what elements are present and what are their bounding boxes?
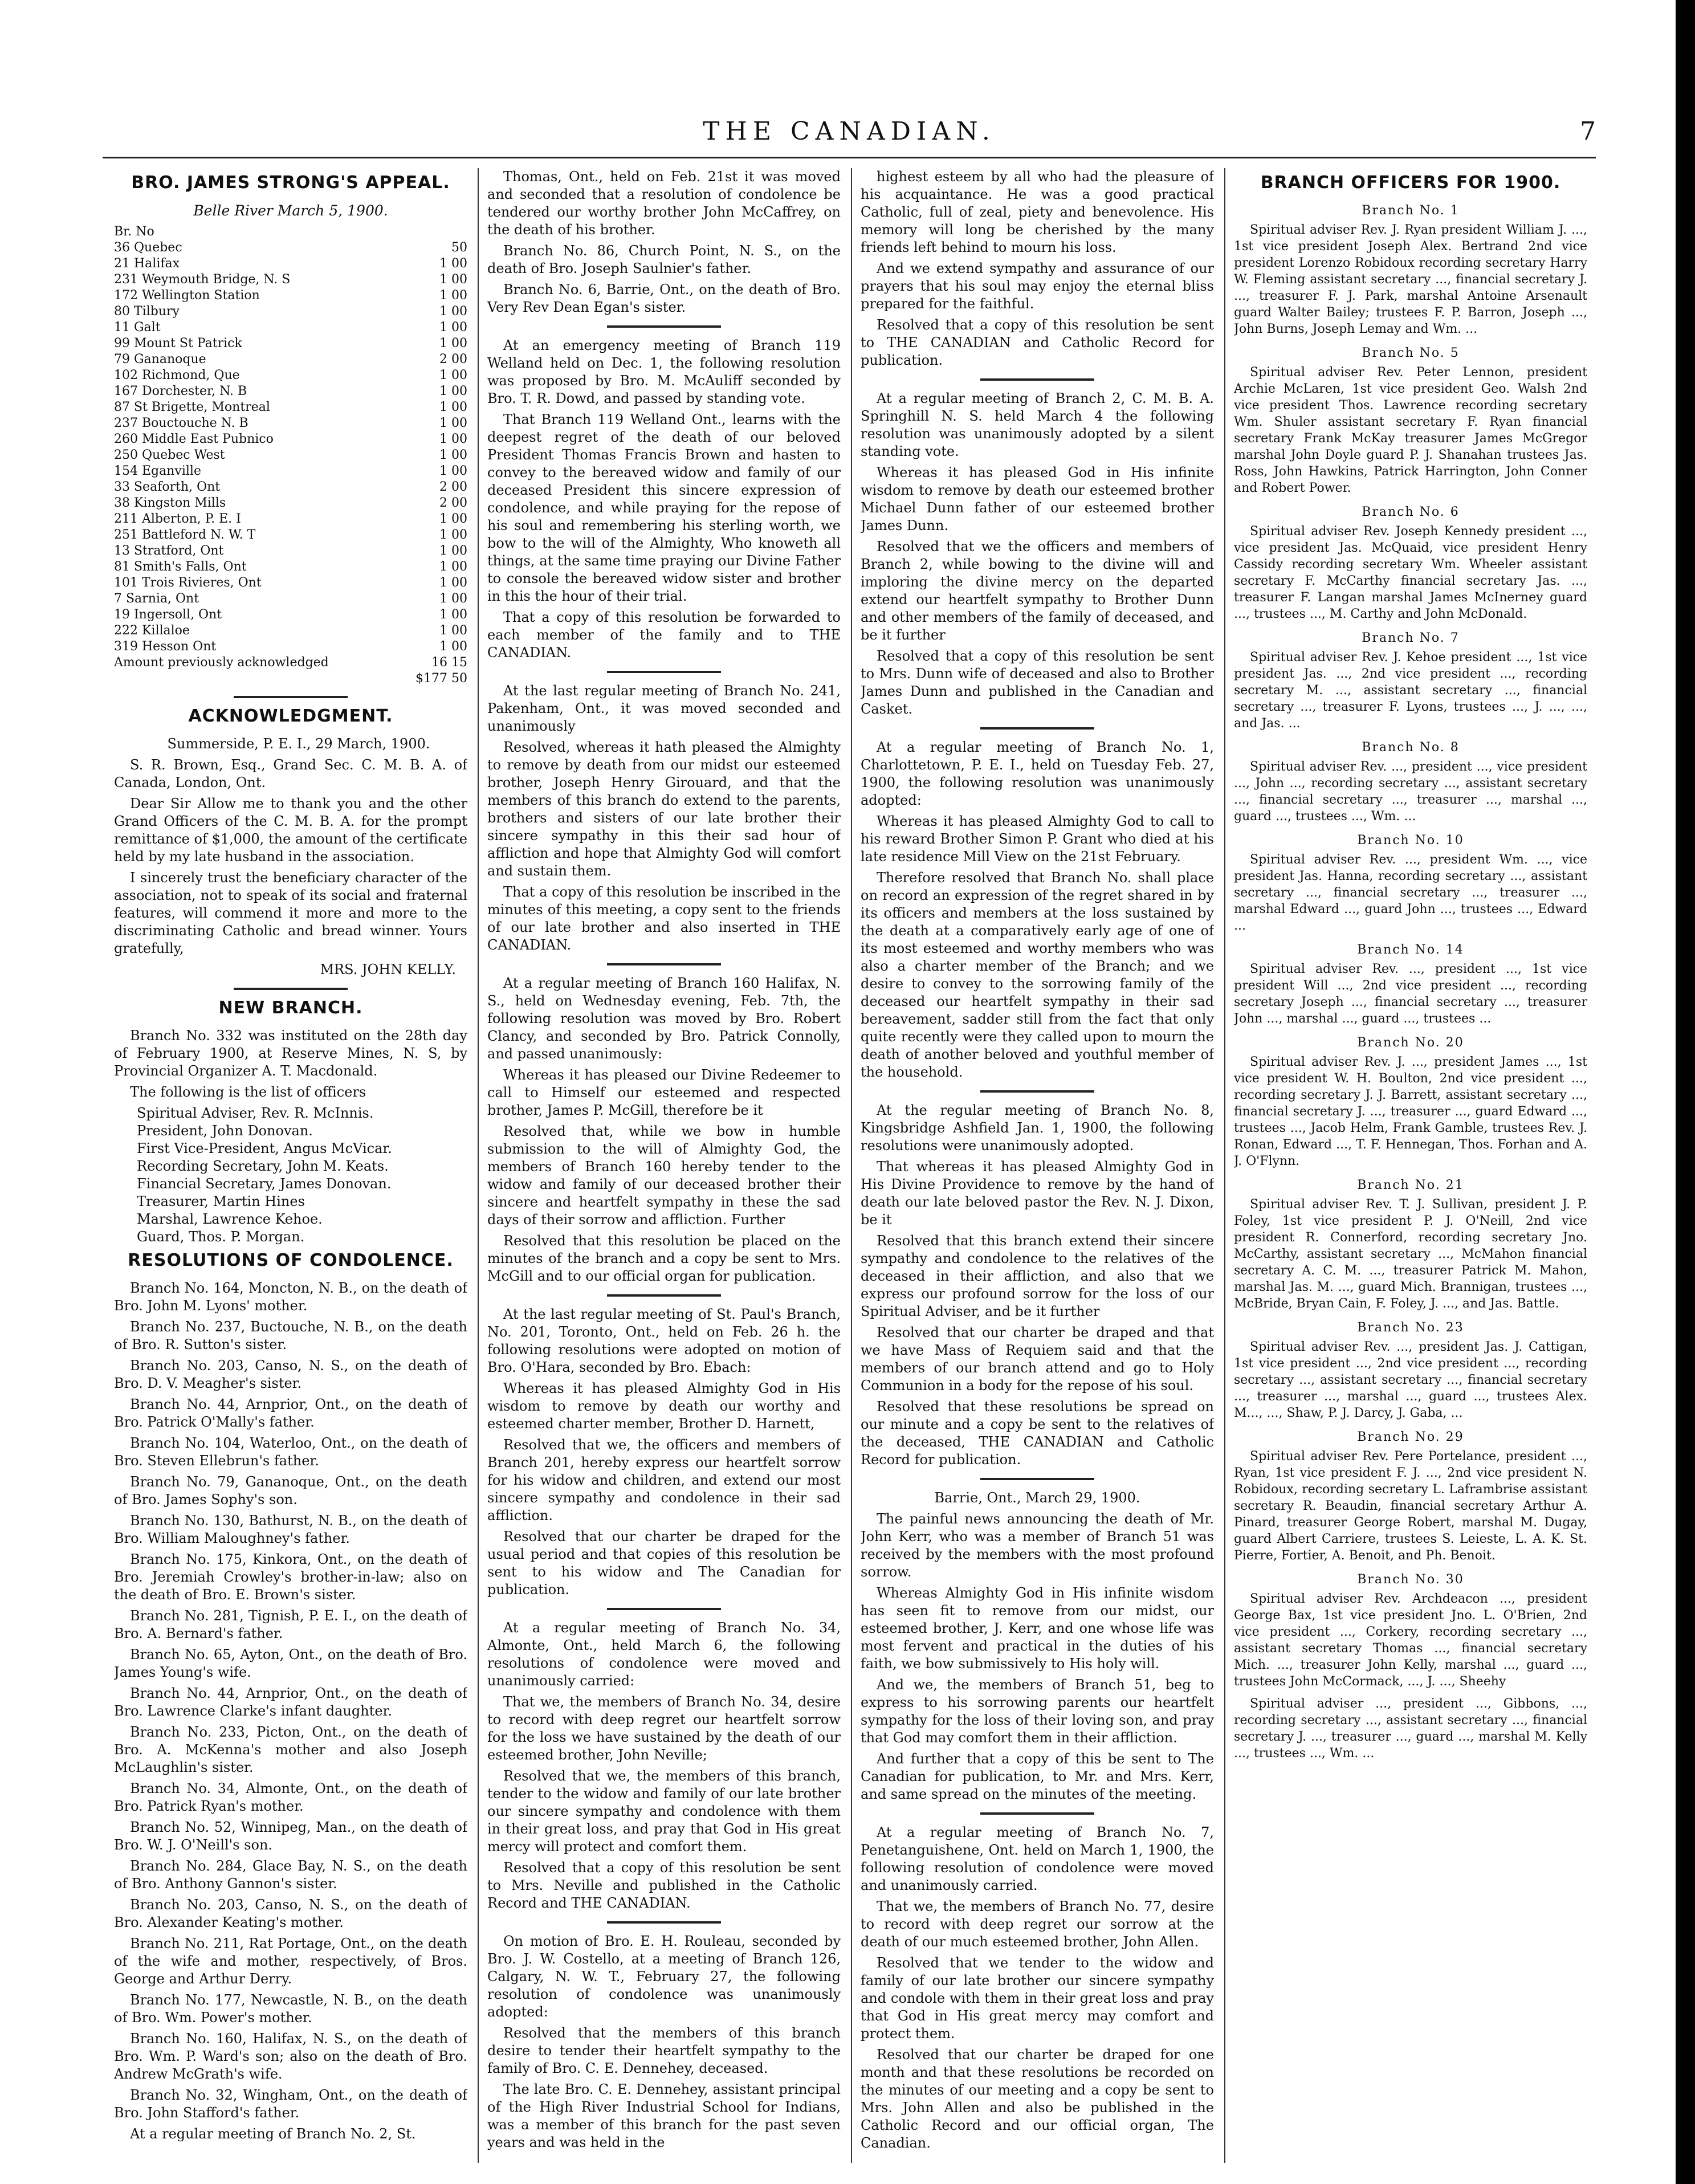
appeal-amount: 2 00: [439, 496, 467, 510]
appeal-row: [114, 320, 467, 336]
paragraph: That whereas it has pleased Almighty God in His Divine Providence to remove by the hand of death our late beloved pastor the Rev. N. J. Dixon, be it: [861, 1159, 1214, 1228]
paragraph: At a regular meeting of Branch 2, C. M. B. A. Springhill N. S. held March 4 the following resolution was unanimously adopted by a silent standing vote.: [861, 390, 1214, 459]
springhill-resolution: [861, 390, 1214, 718]
appeal-branch: 13 Stratford, Ont: [114, 544, 224, 558]
paragraph: At a regular meeting of Branch No. 34, Almonte, Ont., held March 6, the following resolutions of condolence were moved and unanimously carried:: [487, 1620, 841, 1689]
ack-signature: MRS. JOHN KELLY.: [320, 961, 456, 977]
appeal-row: [114, 352, 467, 368]
appeal-branch: 222 Killaloe: [114, 624, 190, 638]
paragraph: Resolved that we the officers and members of Branch 2, while bowing to the divine will and imploring the divine mercy on the departed extend our heartfelt sympathy to Brother Dunn and other members of the family of deceased, and be it further: [861, 539, 1214, 643]
appeal-branch: 211 Alberton, P. E. I: [114, 512, 241, 526]
officer-entry: President, John Donovan.: [137, 1123, 313, 1139]
appeal-row: [114, 511, 467, 527]
appeal-amount: 1 00: [439, 384, 467, 398]
paragraph: Resolved that our charter be draped for one month and that these resolutions be recorded on the minutes of our meeting and a copy be sent to Mrs. John Allen and also be published in the Catholic Record and our official organ, The Canadian.: [861, 2047, 1214, 2151]
separator: [607, 963, 721, 965]
appeal-total: $177 50: [415, 671, 467, 686]
branch-number: Branch No. 21: [1357, 1178, 1464, 1192]
condolence-continued: [487, 168, 841, 316]
branch-officers-text: Spiritual adviser ..., president ..., Gibbons, ..., recording secretary ..., assistant secretary ..., financial secretary J. ..., treasurer ..., guard ..., marshal M. Kelly ..., trustees ..., Wm. ...: [1234, 1697, 1587, 1761]
appeal-amount: 1 00: [439, 256, 467, 271]
pakenham-resolution: [487, 682, 841, 954]
appeal-row: [114, 368, 467, 384]
officer-entry: Spiritual Adviser, Rev. R. McInnis.: [137, 1105, 374, 1121]
condolence-item: Branch No. 52, Winnipeg, Man., on the death of Bro. W. J. O'Neill's son.: [114, 1819, 467, 1853]
separator: [607, 325, 721, 328]
newspaper-title: THE CANADIAN.: [703, 117, 996, 146]
paragraph: Resolved that a copy of this resolution be sent to THE CANADIAN and Catholic Record for publication.: [861, 317, 1214, 368]
paragraph: Resolved that a copy of this resolution be sent to Mrs. Neville and published in the Catholic Record and THE CANADIAN.: [487, 1860, 841, 1911]
appeal-list: [114, 240, 467, 655]
appeal-row: [114, 559, 467, 575]
paragraph: That a copy of this resolution be forwarded to each member of the family and to THE CANADIAN.: [487, 609, 841, 661]
column-2: [487, 168, 841, 2174]
branch-number: Branch No. 1: [1362, 203, 1460, 218]
appeal-row: [114, 623, 467, 639]
appeal-amount: 1 00: [439, 272, 467, 287]
appeal-row: [114, 575, 467, 591]
ack-heading: ACKNOWLEDGMENT.: [188, 706, 393, 726]
condolence-item: Branch No. 160, Halifax, N. S., on the death of Bro. Wm. P. Ward's son; also on the death of Bro. Andrew McGrath's wife.: [114, 2031, 467, 2082]
column-1: [114, 168, 467, 2174]
branch-officers-text: Spiritual adviser Rev. Archdeacon ..., president George Bax, 1st vice president Jno. L. O'Brien, 2nd vice president ..., Corkery, recording secretary ..., assistant secretary Thomas ..., financial secretary Mich. ..., treasurer John Kelly, marshal ..., guard ..., trustees John McCormack, ..., J. ..., Sheehy: [1234, 1592, 1587, 1689]
paragraph: The painful news announcing the death of Mr. John Kerr, who was a member of Branch 51 was received by the members with the most profound sorrow.: [861, 1511, 1214, 1580]
appeal-branch: 154 Eganville: [114, 464, 201, 478]
appeal-amount: 1 00: [439, 304, 467, 319]
paragraph: At a regular meeting of Branch No. 7, Penetanguishene, Ont. held on March 1, 1900, the following resolution of condolence were moved and unanimously carried.: [861, 1824, 1214, 1893]
ack-body-2: I sincerely trust the beneficiary character of the association, not to speak of its social and fraternal features, will commend it more and more to the discriminating Catholic and bread winner. Yours gratefully,: [114, 870, 467, 956]
paragraph: Resolved that we, the members of this branch, tender to the widow and family of our late brother our sincere sympathy and condolence with them in their great loss, and pray that God in His great mercy will protect and comfort them.: [487, 1768, 841, 1855]
column-divider: [851, 168, 852, 2163]
appeal-amount: 1 00: [439, 416, 467, 430]
paragraph: Resolved, whereas it hath pleased the Almighty to remove by death from our midst our esteemed brother, Joseph Henry Girouard, and that the members of this branch do extend to the parents, brothers and sisters of our late brother their sincere sympathy in this their sad hour of affliction and hope that Almighty God will comfort and sustain them.: [487, 739, 841, 879]
halifax-resolution: [487, 975, 841, 1285]
appeal-branch: 319 Hesson Ont: [114, 639, 217, 654]
barrie-dateline: Barrie, Ont., March 29, 1900.: [934, 1490, 1140, 1506]
appeal-branch: 99 Mount St Patrick: [114, 336, 242, 351]
appeal-row: [114, 447, 467, 463]
separator: [607, 1294, 721, 1297]
paragraph: highest esteem by all who had the pleasure of his acquaintance. He was a good practical Catholic, full of zeal, piety and benevolence. His memory will long be cherished by the many friends left behind to mourn his loss.: [861, 169, 1214, 255]
condolence-list: [114, 1280, 467, 2143]
officer-entry: First Vice-President, Angus McVicar.: [137, 1140, 392, 1156]
condolence-item: Branch No. 203, Canso, N. S., on the death of Bro. D. V. Meagher's sister.: [114, 1358, 467, 1391]
appeal-row: [114, 527, 467, 543]
branch-officers-text: Spiritual adviser Rev. Pere Portelance, president ..., Ryan, 1st vice president F. J. ..., 2nd vice president N. Robidoux, recording secretary L. Laframbrise assistant secretary R. Beaudin, financial secretary Arthur A. Pinard, treasurer George Robert, marshal M. Dugay, guard Albert Carriere, trustees S. Leieste, L. A. K. St. Pierre, Fortier, A. Benoit, and Ph. Benoit.: [1234, 1449, 1587, 1563]
appeal-row: [114, 607, 467, 623]
appeal-branch: 237 Bouctouche N. B: [114, 416, 248, 430]
branch-officers-text: Spiritual adviser Rev. Joseph Kennedy president ..., vice president Jas. McQuaid, vice president Henry Cassidy recording secretary Wm. Wheeler assistant secretary F. McCarthy financial secretary Jas. ..., treasurer F. Langan marshal James McInerney guard ..., trustees ..., M. Carthy and John McDonald.: [1234, 524, 1587, 621]
appeal-branch: 36 Quebec: [114, 241, 182, 255]
branch-officers-text: Spiritual adviser Rev. ..., president ..., vice president ..., John ..., recording secretary ..., assistant secretary ..., financial secretary ..., treasurer ..., marshal ..., guard ..., trustees ..., Wm. ...: [1234, 760, 1587, 824]
paragraph: Resolved that we tender to the widow and family of our late brother our sincere sympathy and condole with them in their great loss and pray that God in His great mercy may comfort and protect them.: [861, 1955, 1214, 2042]
condolence-item: Branch No. 237, Buctouche, N. B., on the death of Bro. R. Sutton's sister.: [114, 1319, 467, 1352]
paragraph: That a copy of this resolution be inscribed in the minutes of this meeting, a copy sent to the friends of our late brother and also inserted in THE CANADIAN.: [487, 884, 841, 953]
ack-dateline: Summerside, P. E. I., 29 March, 1900.: [167, 736, 430, 752]
condolence-item: Branch No. 104, Waterloo, Ont., on the death of Bro. Steven Ellebrun's father.: [114, 1435, 467, 1469]
condolence-item: Branch No. 32, Wingham, Ont., on the death of Bro. John Stafford's father.: [114, 2087, 467, 2121]
appeal-branch: 101 Trois Rivieres, Ont: [114, 576, 262, 590]
branch-officers-text: Spiritual adviser Rev. ..., president Jas. J. Cattigan, 1st vice president ..., 2nd vice president ..., recording secretary ..., assistant secretary ..., financial secretary ..., treasurer ..., marshal ..., guard ..., trustees Alex. M..., ..., Shaw, P. J. Darcy, J. Gaba, ...: [1234, 1340, 1587, 1420]
paragraph: Resolved that the members of this branch desire to tender their heartfelt sympathy to the family of Bro. C. E. Dennehey, deceased.: [487, 2025, 841, 2076]
newbranch-lead: The following is the list of officers: [130, 1084, 366, 1100]
paragraph: Whereas it has pleased God in His infinite wisdom to remove by death our esteemed brother Michael Dunn father of our esteemed brother James Dunn.: [861, 464, 1214, 533]
branch-number: Branch No. 30: [1357, 1572, 1464, 1587]
appeal-row: [114, 384, 467, 400]
appeal-branch: 172 Wellington Station: [114, 288, 260, 303]
appeal-branch: 102 Richmond, Que: [114, 368, 240, 382]
officers-heading: BRANCH OFFICERS FOR 1900.: [1260, 173, 1561, 193]
condolence-item: Branch No. 34, Almonte, Ont., on the death of Bro. Patrick Ryan's mother.: [114, 1780, 467, 1814]
paragraph: Whereas Almighty God in His infinite wisdom has seen fit to remove from our midst, our esteemed brother, J. Kerr, and one whose life was most fervent and practical in the duties of his faith, we bow submissively to His holy will.: [861, 1585, 1214, 1672]
separator: [607, 1608, 721, 1610]
separator: [234, 988, 348, 990]
appeal-branch: 81 Smith's Falls, Ont: [114, 560, 247, 574]
branch-number: Branch No. 23: [1357, 1321, 1464, 1335]
welland-resolution: [487, 337, 841, 662]
officer-entry: Treasurer, Martin Hines: [137, 1193, 305, 1209]
branch-officers-text: Spiritual adviser Rev. J. Ryan president William J. ..., 1st vice president Joseph Alex. Bertrand 2nd vice president Lorenzo Robidoux recording secretary Harry W. Fleming assistant secretary ..., financial secretary J. ..., treasurer F. J. Park, marshal Antoine Arsenault guard Walter Bailey; trustees F. P. Barron, Joseph ..., John Burns, Joseph Lemay and Wm. ...: [1234, 223, 1587, 336]
paragraph: At a regular meeting of Branch 160 Halifax, N. S., held on Wednesday evening, Feb. 7th, the following resolution was moved by Bro. Robert Clancy, and seconded by Bro. Patrick Connolly, and passed unanimously:: [487, 975, 841, 1062]
appeal-amount: 1 00: [439, 576, 467, 590]
paragraph: That we, the members of Branch No. 77, desire to record with deep regret our sorrow at the death of our much esteemed brother, John Allen.: [861, 1898, 1214, 1950]
separator: [980, 1812, 1094, 1815]
condolence-item: Branch No. 281, Tignish, P. E. I., on the death of Bro. A. Bernard's father.: [114, 1608, 467, 1641]
paragraph: Whereas it has pleased Almighty God to call to his reward Brother Simon P. Grant who died at his late residence Mill View on the 21st February.: [861, 813, 1214, 865]
condolence-item: Branch No. 44, Arnprior, Ont., on the death of Bro. Lawrence Clarke's infant daughter.: [114, 1685, 467, 1719]
appeal-amount: 2 00: [439, 480, 467, 494]
newbranch-officers: [137, 1105, 467, 1246]
appeal-column-head: Br. No: [114, 225, 154, 239]
appeal-amount: 1 00: [439, 592, 467, 606]
condolence-heading: RESOLUTIONS OF CONDOLENCE.: [128, 1250, 454, 1270]
condolence-item: Branch No. 79, Gananoque, Ont., on the death of Bro. James Sophy's son.: [114, 1474, 467, 1507]
paragraph: Branch No. 6, Barrie, Ont., on the death of Bro. Very Rev Dean Egan's sister.: [487, 282, 841, 315]
paragraph: At an emergency meeting of Branch 119 Welland held on Dec. 1, the following resolution was proposed by Bro. M. McAuliff seconded by Bro. T. R. Dowd, and passed by standing vote.: [487, 337, 841, 406]
appeal-row: [114, 400, 467, 415]
appeal-amount: 1 00: [439, 464, 467, 478]
appeal-branch: 87 St Brigette, Montreal: [114, 400, 270, 414]
condolence-item: Branch No. 233, Picton, Ont., on the death of Bro. A. McKenna's mother and also Joseph McLaughlin's sister.: [114, 1724, 467, 1775]
appeal-amount: 1 00: [439, 639, 467, 654]
column-4: [1234, 168, 1587, 2174]
appeal-branch: 260 Middle East Pubnico: [114, 432, 274, 446]
paragraph: That Branch 119 Welland Ont., learns with the deepest regret of the death of our beloved President Thomas Francis Brown and hasten to convey to the bereaved widow and family of our deceased President this sincere expression of condolence, and while praying for the repose of his soul and remembering his sterling worth, we bow to the will of the Almighty, Who knoweth all things, at the same time praying our Divine Father to console the bereaved widow sister and brother in this the hour of their trial.: [487, 411, 841, 604]
branch-number: Branch No. 14: [1357, 943, 1464, 957]
paragraph: And further that a copy of this be sent to The Canadian for publication, to Mr. and Mrs. Kerr, and same spread on the minutes of the meeting.: [861, 1751, 1214, 1802]
appeal-dateline: Belle River March 5, 1900.: [193, 202, 388, 219]
separator: [234, 696, 348, 698]
paragraph: Whereas it has pleased Almighty God in His wisdom to remove by death our worthy and esteemed charter member, Brother D. Harnett,: [487, 1380, 841, 1432]
paragraph: And we, the members of Branch 51, beg to express to his sorrowing parents our heartfelt sympathy for the loss of their loving son, and pray that God may comfort them in their affliction.: [861, 1677, 1214, 1746]
appeal-amount: 1 00: [439, 448, 467, 462]
penetang-resolution: [861, 1824, 1214, 2152]
appeal-branch: 38 Kingston Mills: [114, 496, 226, 510]
appeal-branch: 7 Sarnia, Ont: [114, 592, 199, 606]
toronto-resolution: [487, 1306, 841, 1599]
column-divider: [1224, 168, 1225, 2163]
officers-list: [1234, 202, 1587, 1762]
appeal-amount: 1 00: [439, 624, 467, 638]
appeal-row: [114, 479, 467, 495]
paragraph: That we, the members of Branch No. 34, desire to record with deep regret our heartfelt sorrow for the loss we have sustained by the death of our esteemed brother, John Neville;: [487, 1694, 841, 1763]
paragraph: On motion of Bro. E. H. Rouleau, seconded by Bro. J. W. Costello, at a meeting of Branch 126, Calgary, N. W. T., February 27, the following resolution of condolence was unanimously adopted:: [487, 1933, 841, 2020]
appeal-row: [114, 272, 467, 288]
paragraph: Resolved that these resolutions be spread on our minute and a copy be sent to the relatives of the deceased, THE CANADIAN and Catholic Record for publication.: [861, 1399, 1214, 1468]
paragraph: At the regular meeting of Branch No. 8, Kingsbridge Ashfield Jan. 1, 1900, the following resolutions were unanimously adopted.: [861, 1102, 1214, 1154]
appeal-amount: 1 00: [439, 400, 467, 414]
charlottetown-resolution: [861, 739, 1214, 1081]
ack-body: Dear Sir Allow me to thank you and the other Grand Officers of the C. M. B. A. for the prompt remittance of $1,000, the amount of the certificate held by my late husband in the association.: [114, 796, 467, 865]
appeal-amount: 1 00: [439, 336, 467, 351]
appeal-amount: 1 00: [439, 528, 467, 542]
officer-entry: Guard, Thos. P. Morgan.: [137, 1229, 305, 1245]
paragraph: Resolved that, while we bow in humble submission to the will of Almighty God, the members of Branch 160 hereby tender to the widow and family of our deceased brother their sincere and heartfelt sympathy in these the sad days of their sorrow and affliction. Further: [487, 1123, 841, 1228]
paragraph: Resolved that this branch extend their sincere sympathy and condolence to the relatives of the deceased in their affliction, and also that we express our profound sorrow for the loss of our Spiritual Adviser, and be it further: [861, 1233, 1214, 1319]
header-rule: [103, 157, 1596, 158]
condolence-item: Branch No. 203, Canso, N. S., on the death of Bro. Alexander Keating's mother.: [114, 1897, 467, 1930]
appeal-row: [114, 240, 467, 256]
page-number: 7: [1580, 117, 1596, 146]
condolence-item: Branch No. 175, Kinkora, Ont., on the death of Bro. Jeremiah Crowley's brother-in-law; also on the death of Bro. E. Brown's sister.: [114, 1551, 467, 1603]
appeal-branch: 21 Halifax: [114, 256, 180, 271]
appeal-row: [114, 431, 467, 447]
officer-entry: Financial Secretary, James Donovan.: [137, 1176, 392, 1192]
appeal-row: [114, 495, 467, 511]
appeal-branch: 251 Battleford N. W. T: [114, 528, 256, 542]
calgary-continued: [861, 168, 1214, 369]
column-divider: [478, 168, 479, 2163]
condolence-item: Branch No. 65, Ayton, Ont., on the death of Bro. James Young's wife.: [114, 1647, 467, 1680]
paragraph: Resolved that we, the officers and members of Branch 201, hereby express our heartfelt sorrow for his widow and children, and extend our most sincere sympathy and condolence in their sad affliction.: [487, 1437, 841, 1523]
appeal-heading: BRO. JAMES STRONG'S APPEAL.: [131, 173, 450, 193]
page-edge-border: [1676, 0, 1695, 2184]
appeal-amount: 1 00: [439, 560, 467, 574]
separator: [980, 378, 1094, 381]
appeal-amount: 50: [451, 241, 467, 255]
appeal-row: [114, 304, 467, 320]
appeal-row: [114, 256, 467, 272]
officer-entry: Marshal, Lawrence Kehoe.: [137, 1211, 323, 1227]
appeal-row: [114, 639, 467, 655]
branch-officers-text: Spiritual adviser Rev. Peter Lennon, president Archie McLaren, 1st vice president Geo. Walsh 2nd vice president Thos. Lawrence recording secretary Wm. Shuler assistant secretary F. Ryan financial secretary Frank McKay treasurer James McGregor marshal John Doyle guard P. J. Shanahan trustees Jas. Ross, John Hawkins, Patrick Harrington, John Conner and Robert Power.: [1234, 365, 1587, 495]
branch-officers-text: Spiritual adviser Rev. ..., president Wm. ..., vice president Jas. Hanna, recording secretary ..., assistant secretary ..., financial secretary ..., treasurer ..., marshal Edward ..., guard John ..., trustees ..., Edward ...: [1234, 853, 1587, 933]
appeal-branch: 167 Dorchester, N. B: [114, 384, 247, 398]
condolence-item: Branch No. 164, Moncton, N. B., on the death of Bro. John M. Lyons' mother.: [114, 1280, 467, 1314]
appeal-row: [114, 415, 467, 431]
appeal-amount: 1 00: [439, 432, 467, 446]
condolence-item: At a regular meeting of Branch No. 2, St.: [130, 2126, 416, 2142]
appeal-row: [114, 543, 467, 559]
appeal-amount: 1 00: [439, 320, 467, 335]
appeal-amount: 1 00: [439, 288, 467, 303]
branch-number: Branch No. 29: [1357, 1430, 1464, 1444]
paragraph: Resolved that our charter be draped for the usual period and that copies of this resolution be sent to his widow and The Canadian for publication.: [487, 1529, 841, 1598]
branch-number: Branch No. 6: [1362, 505, 1460, 519]
calgary-resolution: [487, 1933, 841, 2152]
condolence-item: Branch No. 44, Arnprior, Ont., on the death of Bro. Patrick O'Mally's father.: [114, 1396, 467, 1430]
paragraph: And we extend sympathy and assurance of our prayers that his soul may enjoy the eternal bliss prepared for the faithful.: [861, 260, 1214, 312]
appeal-row: [114, 463, 467, 479]
barrie-resolution: [861, 1510, 1214, 1803]
branch-officers-text: Spiritual adviser Rev. J. ..., president James ..., 1st vice president W. H. Boulton, 2nd vice president ..., recording secretary J. J. Barrett, assistant secretary ..., financial secretary J. ..., treasurer ..., guard Edward ..., trustees ..., Jacob Helm, Frank Gamble, trustees Rev. J. Ronan, Edward ..., T. F. Hennegan, Thos. Forhan and A. J. O'Flynn.: [1234, 1055, 1587, 1168]
appeal-amount: 1 00: [439, 544, 467, 558]
appeal-amount: 1 00: [439, 368, 467, 382]
appeal-branch: 11 Galt: [114, 320, 161, 335]
appeal-previous: Amount previously acknowledged 16 15: [114, 655, 467, 670]
kingsbridge-resolution: [861, 1102, 1214, 1469]
separator: [980, 727, 1094, 730]
separator: [980, 1478, 1094, 1480]
appeal-amount: 1 00: [439, 608, 467, 622]
paragraph: At the last regular meeting of Branch No. 241, Pakenham, Ont., it was moved seconded and unanimously: [487, 683, 841, 734]
appeal-branch: 79 Gananoque: [114, 352, 206, 366]
appeal-branch: 231 Weymouth Bridge, N. S: [114, 272, 291, 287]
branch-number: Branch No. 20: [1357, 1036, 1464, 1050]
separator: [607, 671, 721, 673]
newbranch-heading: NEW BRANCH.: [218, 998, 363, 1018]
branch-officers-text: Spiritual adviser Rev. J. Kehoe president ..., 1st vice president Jas. ..., 2nd vice president ..., recording secretary M. ..., assistant secretary ..., financial secretary ..., treasurer F. Lyons, trustees ..., J. ..., ..., and Jas. ...: [1234, 650, 1587, 731]
appeal-row: [114, 288, 467, 304]
appeal-row: [114, 591, 467, 607]
paragraph: Thomas, Ont., held on Feb. 21st it was moved and seconded that a resolution of condolence be tendered our worthy brother John McCaffrey, on the death of his brother.: [487, 169, 841, 238]
branch-officers-text: Spiritual adviser Rev. T. J. Sullivan, president J. P. Foley, 1st vice president P. J. O'Neill, 2nd vice president R. Connerford, recording secretary Jno. McCarthy, assistant secretary ..., McMahon financial secretary A. C. M. ..., treasurer Patrick M. Mahon, marshal Jas. M. ..., guard Mich. Brannigan, trustees ..., McBride, Bryan Cain, F. Foley, J. ..., and Jas. Battle.: [1234, 1197, 1587, 1311]
appeal-amount: 1 00: [439, 512, 467, 526]
paragraph: Branch No. 86, Church Point, N. S., on the death of Bro. Joseph Saulnier's father.: [487, 243, 841, 276]
branch-number: Branch No. 7: [1362, 631, 1460, 645]
page-header: [103, 117, 1596, 157]
paragraph: Resolved that a copy of this resolution be sent to Mrs. Dunn wife of deceased and also to Brother James Dunn and published in the Canadian and Casket.: [861, 648, 1214, 717]
branch-number: Branch No. 8: [1362, 740, 1460, 755]
appeal-branch: 250 Quebec West: [114, 448, 225, 462]
column-3: [861, 168, 1214, 2174]
appeal-row: [114, 336, 467, 352]
condolence-item: Branch No. 130, Bathurst, N. B., on the death of Bro. William Maloughney's father.: [114, 1513, 467, 1546]
ack-to: S. R. Brown, Esq., Grand Sec. C. M. B. A. of Canada, London, Ont.: [114, 757, 467, 791]
paragraph: Therefore resolved that Branch No. shall place on record an expression of the regret shared in by its officers and members at the loss sustained by the death at a comparatively early age of one of its most esteemed and worthy members who was also a charter member of the Branch; and we desire to convey to the sorrowing family of the deceased our heartfelt sympathy in their sad bereavement, sadder still from the fact that only quite recently were they called upon to mourn the death of another beloved and youthful member of the household.: [861, 870, 1214, 1080]
paragraph: The late Bro. C. E. Dennehey, assistant principal of the High River Industrial School for Indians, was a member of this branch for the past seven years and was held in the: [487, 2081, 841, 2150]
condolence-item: Branch No. 177, Newcastle, N. B., on the death of Bro. Wm. Power's mother.: [114, 1992, 467, 2026]
paragraph: At a regular meeting of Branch No. 1, Charlottetown, P. E. I., held on Tuesday Feb. 27, 1900, the following resolution was unanimously adopted:: [861, 739, 1214, 808]
separator: [980, 1090, 1094, 1093]
branch-number: Branch No. 5: [1362, 346, 1460, 360]
appeal-branch: 80 Tilbury: [114, 304, 180, 319]
paragraph: At the last regular meeting of St. Paul's Branch, No. 201, Toronto, Ont., held on Feb. 26 h. the following resolutions were adopted on motion of Bro. O'Hara, seconded by Bro. Ebach:: [487, 1306, 841, 1375]
condolence-item: Branch No. 211, Rat Portage, Ont., on the death of the wife and mother, respectively, of Bros. George and Arthur Derry.: [114, 1936, 467, 1987]
branch-officers-text: Spiritual adviser Rev. ..., president ..., 1st vice president Will ..., 2nd vice president ..., recording secretary Joseph ..., financial secretary ..., treasurer John ..., marshal ..., guard ..., trustees ...: [1234, 962, 1587, 1026]
paragraph: Resolved that our charter be draped and that we have Mass of Requiem said and that the members of our branch attend and go to Holy Communion in a body for the repose of his soul.: [861, 1325, 1214, 1393]
almonte-resolution: [487, 1619, 841, 1912]
appeal-branch: 33 Seaforth, Ont: [114, 480, 221, 494]
appeal-amount: 2 00: [439, 352, 467, 366]
branch-number: Branch No. 10: [1357, 833, 1464, 847]
paragraph: Resolved that this resolution be placed on the minutes of the branch and a copy be sent to Mrs. McGill and to our official organ for publication.: [487, 1233, 841, 1284]
separator: [607, 1921, 721, 1924]
newbranch-intro: Branch No. 332 was instituted on the 28th day of February 1900, at Reserve Mines, N. S, by Provincial Organizer A. T. Macdonald.: [114, 1028, 467, 1079]
paragraph: Whereas it has pleased our Divine Redeemer to call to Himself our esteemed and respected brother, James P. McGill, therefore be it: [487, 1067, 841, 1118]
officer-entry: Recording Secretary, John M. Keats.: [137, 1158, 389, 1174]
appeal-branch: 19 Ingersoll, Ont: [114, 608, 222, 622]
condolence-item: Branch No. 284, Glace Bay, N. S., on the death of Bro. Anthony Gannon's sister.: [114, 1858, 467, 1892]
